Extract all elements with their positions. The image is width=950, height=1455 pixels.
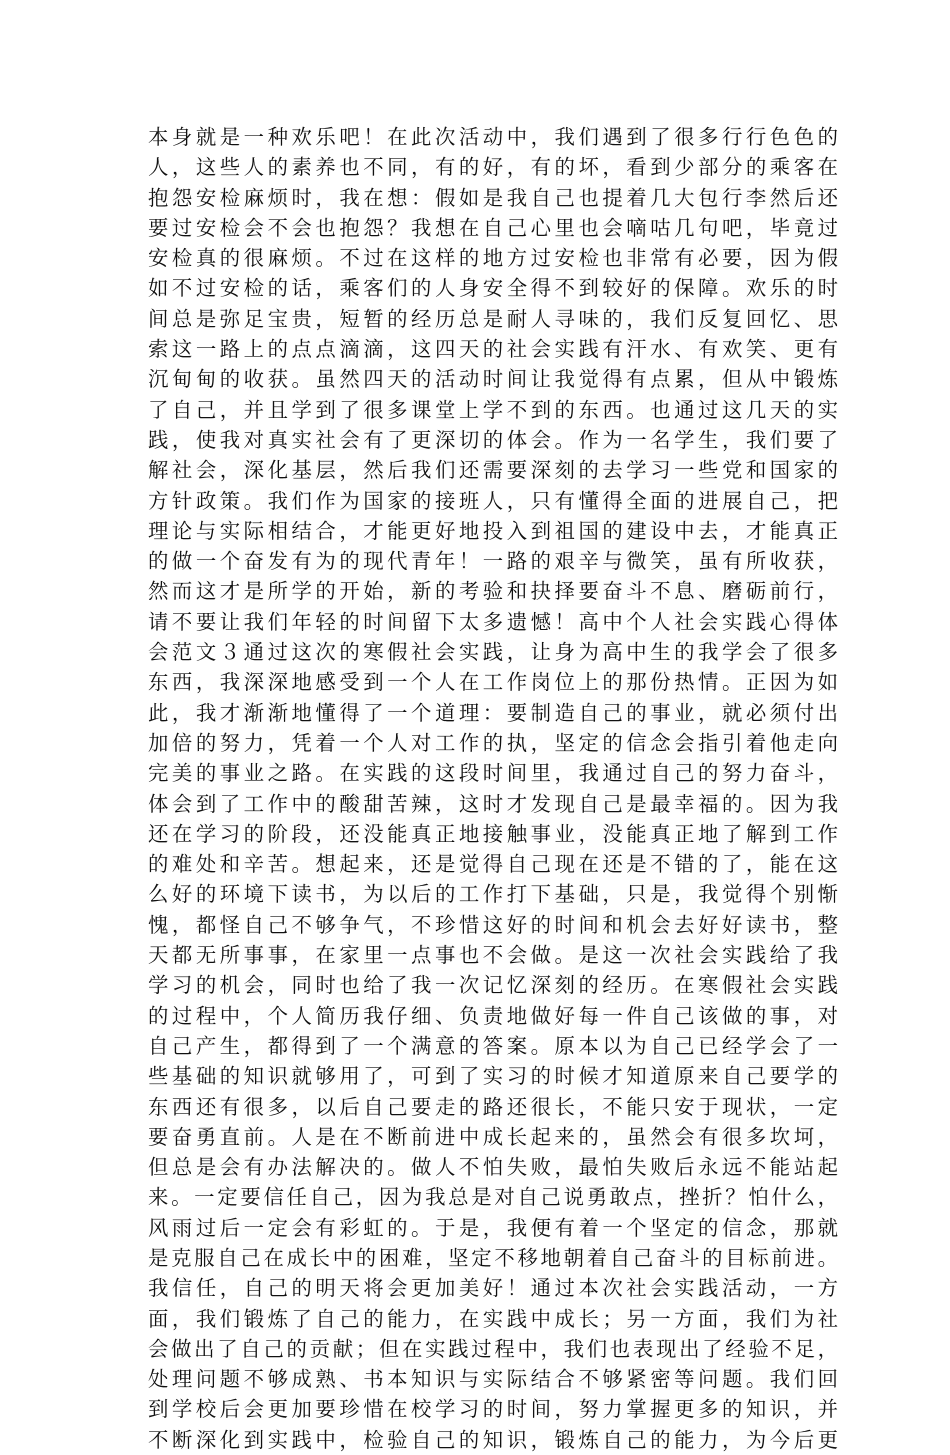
text-line: 安检真的很麻烦。不过在这样的地方过安检也非常有必要，因为假: [148, 246, 838, 271]
text-line: 么好的环境下读书，为以后的工作打下基础，只是，我觉得个别惭: [148, 882, 838, 907]
body-text: [148, 122, 838, 1455]
text-line: 加倍的努力，凭着一个人对工作的执，坚定的信念会指引着他走向: [148, 730, 838, 755]
text-line: 了自己，并且学到了很多课堂上学不到的东西。也通过这几天的实: [148, 397, 838, 422]
text-line: 索这一路上的点点滴滴，这四天的社会实践有汗水、有欢笑、更有: [148, 337, 838, 362]
text-line: 人，这些人的素养也不同，有的好，有的坏，看到少部分的乘客在: [148, 155, 838, 180]
text-line: 要奋勇直前。人是在不断前进中成长起来的，虽然会有很多坎坷，: [148, 1124, 838, 1149]
text-line: 风雨过后一定会有彩虹的。于是，我便有着一个坚定的信念，那就: [148, 1215, 838, 1240]
text-line: 我信任，自己的明天将会更加美好！通过本次社会实践活动，一方: [148, 1276, 838, 1301]
text-line: 体会到了工作中的酸甜苦辣，这时才发现自己是最幸福的。因为我: [148, 791, 838, 816]
text-line: 抱怨安检麻烦时，我在想：假如是我自己也提着几大包行李然后还: [148, 185, 838, 210]
text-line: 不断深化到实践中，检验自己的知识，锻炼自己的能力，为今后更: [148, 1427, 838, 1452]
text-line: 天都无所事事，在家里一点事也不会做。是这一次社会实践给了我: [148, 943, 838, 968]
text-line: 愧，都怪自己不够争气，不珍惜这好的时间和机会去好好读书，整: [148, 912, 838, 937]
text-line: 到学校后会更加要珍惜在校学习的时间，努力掌握更多的知识，并: [148, 1397, 838, 1422]
text-line: 处理问题不够成熟、书本知识与实际结合不够紧密等问题。我们回: [148, 1367, 838, 1392]
text-line: 解社会，深化基层，然后我们还需要深刻的去学习一些党和国家的: [148, 458, 838, 483]
text-line: 东西还有很多，以后自己要走的路还很长，不能只安于现状，一定: [148, 1094, 838, 1119]
text-line: 要过安检会不会也抱怨？我想在自己心里也会嘀咕几句吧，毕竟过: [148, 215, 838, 240]
text-line: 完美的事业之路。在实践的这段时间里，我通过自己的努力奋斗，: [148, 761, 838, 786]
text-line: 但总是会有办法解决的。做人不怕失败，最怕失败后永远不能站起: [148, 1155, 838, 1180]
text-line: 践，使我对真实社会有了更深切的体会。作为一名学生，我们要了: [148, 427, 838, 452]
text-line: 东西，我深深地感受到一个人在工作岗位上的那份热情。正因为如: [148, 670, 838, 695]
text-line: 面，我们锻炼了自己的能力，在实践中成长；另一方面，我们为社: [148, 1306, 838, 1331]
text-line: 些基础的知识就够用了，可到了实习的时候才知道原来自己要学的: [148, 1064, 838, 1089]
text-line: 方针政策。我们作为国家的接班人，只有懂得全面的进展自己，把: [148, 488, 838, 513]
text-line: 的做一个奋发有为的现代青年！一路的艰辛与微笑，虽有所收获，: [148, 549, 838, 574]
text-line: 来。一定要信任自己，因为我总是对自己说勇敢点，挫折？怕什么，: [148, 1185, 838, 1210]
text-line: 理论与实际相结合，才能更好地投入到祖国的建设中去，才能真正: [148, 518, 838, 543]
text-line: 是克服自己在成长中的困难，坚定不移地朝着自己奋斗的目标前进。: [148, 1245, 838, 1270]
text-line: 然而这才是所学的开始，新的考验和抉择要奋斗不息、磨砺前行，: [148, 579, 838, 604]
text-line: 会做出了自己的贡献；但在实践过程中，我们也表现出了经验不足，: [148, 1336, 838, 1361]
text-line: 此，我才渐渐地懂得了一个道理：要制造自己的事业，就必须付出: [148, 700, 838, 725]
text-line: 间总是弥足宝贵，短暂的经历总是耐人寻味的，我们反复回忆、思: [148, 306, 838, 331]
text-line: 沉甸甸的收获。虽然四天的活动时间让我觉得有点累，但从中锻炼: [148, 367, 838, 392]
text-line: 还在学习的阶段，还没能真正地接触事业，没能真正地了解到工作: [148, 821, 838, 846]
text-line: 如不过安检的话，乘客们的人身安全得不到较好的保障。欢乐的时: [148, 276, 838, 301]
text-line: 会范文３通过这次的寒假社会实践，让身为高中生的我学会了很多: [148, 640, 838, 665]
text-line: 本身就是一种欢乐吧！在此次活动中，我们遇到了很多行行色色的: [148, 125, 838, 149]
text-line: 的难处和辛苦。想起来，还是觉得自己现在还是不错的了，能在这: [148, 852, 838, 877]
text-line: 学习的机会，同时也给了我一次记忆深刻的经历。在寒假社会实践: [148, 973, 838, 998]
text-line: 自己产生，都得到了一个满意的答案。原本以为自己已经学会了一: [148, 1033, 838, 1058]
text-line: 的过程中，个人简历我仔细、负责地做好每一件自己该做的事，对: [148, 1003, 838, 1028]
text-line: 请不要让我们年轻的时间留下太多遗憾！高中个人社会实践心得体: [148, 609, 838, 634]
